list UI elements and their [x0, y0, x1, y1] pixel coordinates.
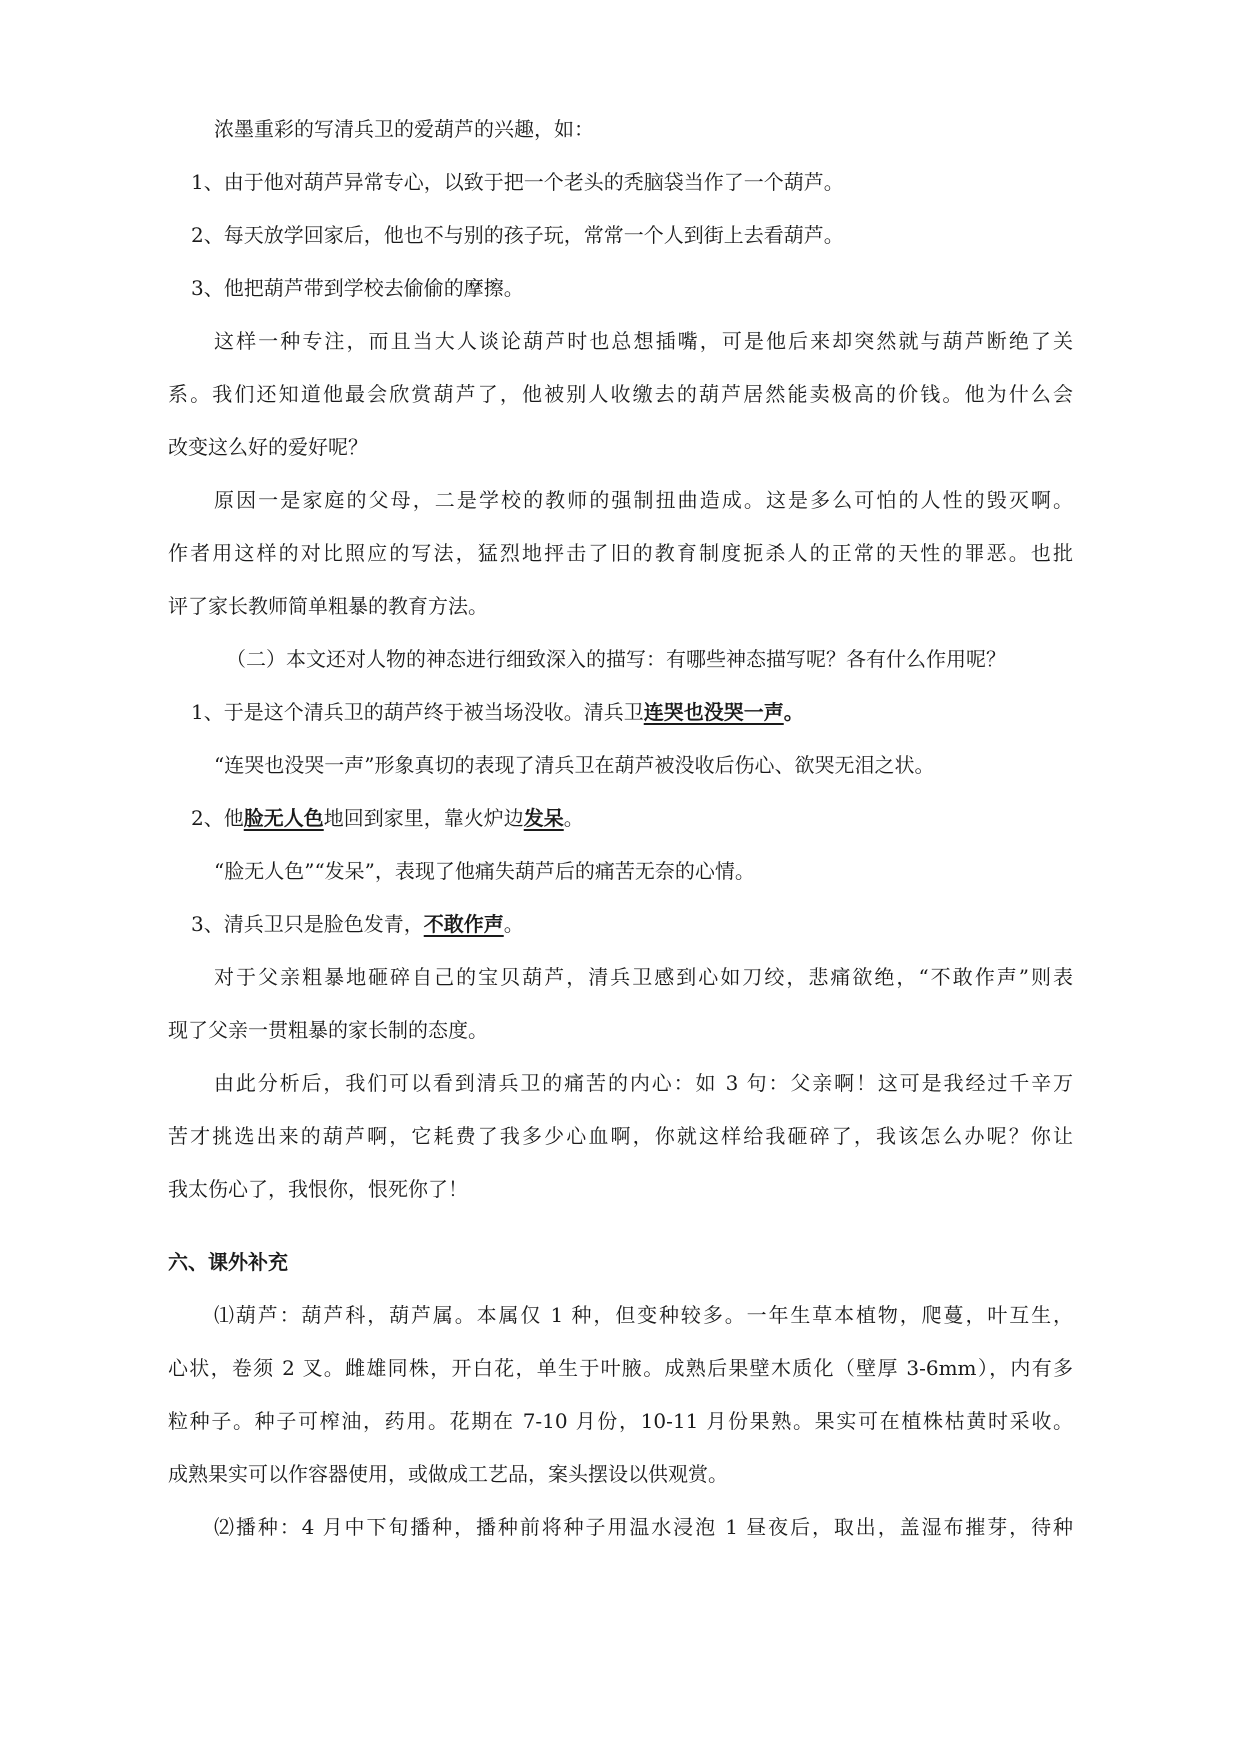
paragraph-intro: 浓墨重彩的写清兵卫的爱葫芦的兴趣，如： [214, 117, 594, 141]
answer-text: “连哭也没哭一声”形象真切的表现了清兵卫在葫芦被没收后伤心、欲哭无泪之状。 [214, 753, 935, 777]
paragraph-line: ⑵播种：4 月中下旬播种，播种前将种子用温水浸泡 1 昼夜后，取出，盖湿布摧芽，待种 [214, 1515, 1073, 1539]
question-item [168, 686, 1073, 739]
question-punct: 。 [503, 912, 524, 936]
question-punct: 。 [563, 806, 584, 830]
emphasized-phrase: 连哭也没哭一声 [643, 700, 784, 724]
question-item [168, 792, 1073, 845]
question-text: 1、于是这个清兵卫的葫芦终于被当场没收。清兵卫 [191, 700, 644, 724]
document-page [168, 103, 1073, 1554]
summary-line: 苦才挑选出来的葫芦啊，它耗费了我多少心血啊，你就这样给我砸碎了，我该怎么办呢？你让 [168, 1124, 1073, 1148]
paragraph-line: 作者用这样的对比照应的写法，猛烈地抨击了旧的教育制度扼杀人的正常的天性的罪恶。也批 [168, 541, 1073, 565]
answer-line: 现了父亲一贯粗暴的家长制的态度。 [168, 1018, 488, 1042]
paragraph-line: 成熟果实可以作容器使用，或做成工艺品，案头摆设以供观赏。 [168, 1462, 728, 1486]
section-title: （二）本文还对人物的神态进行细致深入的描写：有哪些神态描写呢？各有什么作用呢？ [226, 647, 1006, 671]
answer-line: 对于父亲粗暴地砸碎自己的宝贝葫芦，清兵卫感到心如刀绞，悲痛欲绝，“不敢作声”则表 [214, 965, 1073, 989]
emphasized-phrase: 发呆 [523, 806, 564, 830]
paragraph-line: 原因一是家庭的父母，二是学校的教师的强制扭曲造成。这是多么可怕的人性的毁灭啊。 [214, 488, 1073, 512]
paragraph-line: 心状，卷须 2 叉。雌雄同株，开白花，单生于叶腋。成熟后果壁木质化（壁厚 3-6mm），内有多 [168, 1356, 1073, 1380]
emphasized-phrase: 不敢作声 [423, 912, 504, 936]
question-text: 2、他 [191, 806, 244, 830]
list-item: 2、每天放学回家后，他也不与别的孩子玩，常常一个人到街上去看葫芦。 [191, 223, 844, 247]
emphasized-phrase: 脸无人色 [243, 806, 324, 830]
answer-text: “脸无人色”“发呆”，表现了他痛失葫芦后的痛苦无奈的心情。 [214, 859, 755, 883]
paragraph-line: 粒种子。种子可榨油，药用。花期在 7-10 月份，10-11 月份果熟。果实可在植株枯黄时采收。 [168, 1409, 1073, 1433]
section-gap [168, 1216, 1073, 1236]
paragraph-line: 这样一种专注，而且当大人谈论葫芦时也总想插嘴，可是他后来却突然就与葫芦断绝了关 [214, 329, 1073, 353]
summary-line: 我太伤心了，我恨你，恨死你了！ [168, 1177, 468, 1201]
question-item [168, 898, 1073, 951]
question-text: 3、清兵卫只是脸色发青， [191, 912, 424, 936]
summary-line: 由此分析后，我们可以看到清兵卫的痛苦的内心：如 3 句：父亲啊！这可是我经过千辛万 [214, 1071, 1073, 1095]
list-item: 1、由于他对葫芦异常专心，以致于把一个老头的秃脑袋当作了一个葫芦。 [191, 170, 844, 194]
question-text: 地回到家里，靠火炉边 [323, 806, 524, 830]
paragraph-line: 系。我们还知道他最会欣赏葫芦了，他被别人收缴去的葫芦居然能卖极高的价钱。他为什么会 [168, 382, 1073, 406]
paragraph-line: 评了家长教师简单粗暴的教育方法。 [168, 594, 488, 618]
question-punct: 。 [783, 700, 804, 724]
list-item: 3、他把葫芦带到学校去偷偷的摩擦。 [191, 276, 524, 300]
paragraph-line: 改变这么好的爱好呢？ [168, 435, 368, 459]
section-heading: 六、课外补充 [168, 1250, 288, 1274]
paragraph-line: ⑴葫芦：葫芦科，葫芦属。本属仅 1 种，但变种较多。一年生草本植物，爬蔓，叶互生， [214, 1303, 1073, 1327]
